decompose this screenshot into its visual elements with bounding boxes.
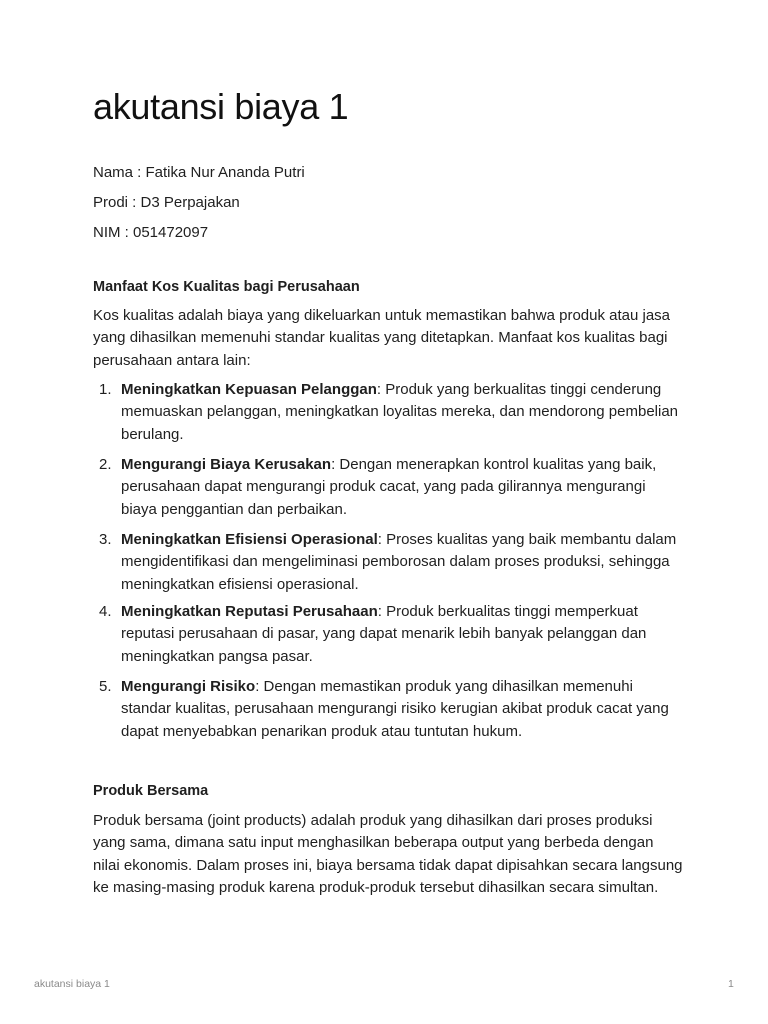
document-title: akutansi biaya 1	[93, 86, 349, 127]
list-text: : Produk yang berkualitas tinggi cenderung memuaskan pelanggan, meningkatkan loyalitas mereka, dan mendorong pembelian berulang.	[121, 381, 679, 443]
list-number: 3.	[99, 531, 112, 548]
list-number: 1.	[99, 381, 112, 398]
section-heading-joint-products: Produk Bersama	[93, 783, 209, 799]
footer-document-title: akutansi biaya 1	[34, 978, 110, 990]
list-text: : Dengan menerapkan kontrol kualitas yang baik, perusahaan dapat mengurangi produk cacat, yang pada gilirannya mengurangi biaya penggantian dan perbaikan.	[121, 456, 657, 518]
list-item	[93, 379, 683, 446]
list-item	[93, 529, 683, 596]
list-number: 2.	[99, 456, 112, 473]
list-term: Meningkatkan Efisiensi Operasional	[121, 531, 378, 548]
list-text: : Produk berkualitas tinggi memperkuat reputasi perusahaan di pasar, yang dapat menarik lebih banyak pelanggan dan meningkatkan pangsa pasar.	[121, 603, 647, 665]
list-term: Mengurangi Biaya Kerusakan	[121, 456, 332, 473]
section-heading-quality-cost: Manfaat Kos Kualitas bagi Perusahaan	[93, 279, 360, 295]
section-body-joint-products: Produk bersama (joint products) adalah produk yang dihasilkan dari proses produksi yang sama, dimana satu input menghasilkan beberapa output yang berbeda dengan nilai ekonomis. Dalam proses ini, biaya bersama tidak dapat dipisahkan secara langsung ke masing-masing produk karena produk-produk tersebut dihasilkan secara simultan.	[93, 812, 683, 896]
list-item	[93, 454, 683, 521]
list-term: Meningkatkan Kepuasan Pelanggan	[121, 381, 377, 398]
student-info	[93, 158, 305, 248]
student-id: NIM : 051472097	[93, 224, 209, 241]
section-intro-quality-cost: Kos kualitas adalah biaya yang dikeluarkan untuk memastikan bahwa produk atau jasa yang dihasilkan memenuhi standar kualitas yang ditetapkan. Manfaat kos kualitas bagi perusahaan antara lain:	[93, 307, 671, 369]
list-term: Meningkatkan Reputasi Perusahaan	[121, 603, 378, 620]
list-term: Mengurangi Risiko	[121, 678, 256, 695]
list-item	[93, 601, 683, 668]
list-text: : Proses kualitas yang baik membantu dalam mengidentifikasi dan mengeliminasi pemborosan dalam proses produksi, sehingga meningkatkan efisiensi operasional.	[121, 531, 677, 593]
list-item	[93, 676, 683, 743]
list-text: : Dengan memastikan produk yang dihasilkan memenuhi standar kualitas, perusahaan mengurangi risiko kerugian akibat produk cacat yang dapat menyebabkan penarikan produk atau tuntutan hukum.	[121, 678, 669, 740]
footer-page-number: 1	[728, 978, 734, 990]
student-program: Prodi : D3 Perpajakan	[93, 194, 240, 211]
list-number: 5.	[99, 678, 112, 695]
student-name: Nama : Fatika Nur Ananda Putri	[93, 164, 305, 181]
list-number: 4.	[99, 603, 112, 620]
